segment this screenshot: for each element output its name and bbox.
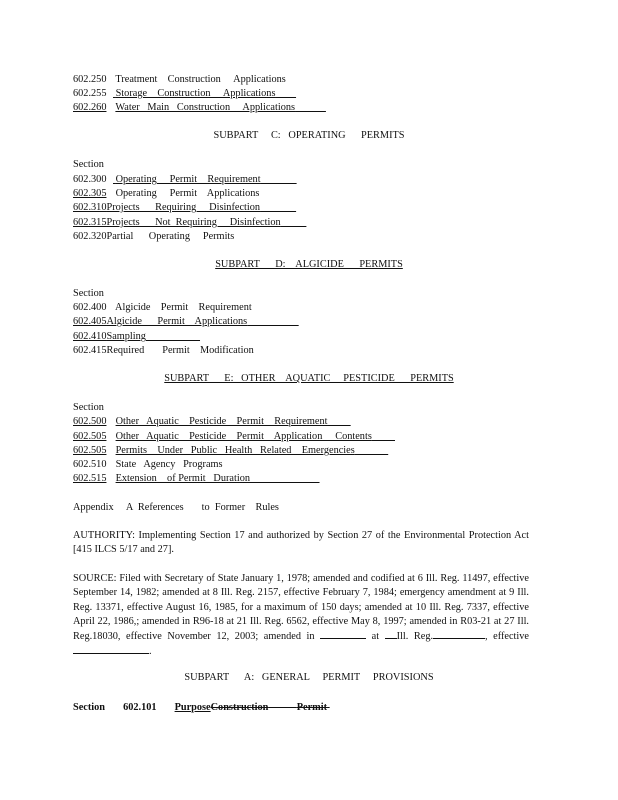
section-label: Section	[73, 288, 104, 299]
toc-line-602-315: 602.315Projects Not Requiring Disinfection	[73, 217, 281, 228]
toc-line-602-500: 602.500 Other Aquatic Pesticide Permit Requirement	[73, 416, 328, 427]
section-602-101-heading: Section 602.101 PurposeConstruction Permit	[73, 702, 328, 713]
toc-line-602-250: 602.250 Treatment Construction Applications	[73, 74, 286, 85]
blank-field	[73, 644, 149, 654]
toc-line-602-510: 602.510 State Agency Programs	[73, 459, 223, 470]
toc-line-602-505b: 602.505 Permits Under Public Health Related Emergencies	[73, 445, 355, 456]
section-label: Section	[73, 402, 104, 413]
subpart-a-heading: SUBPART A: GENERAL PERMIT PROVISIONS	[184, 672, 434, 683]
source-paragraph: SOURCE: Filed with Secretary of State January 1, 1978; amended and codified at 6 Ill. Reg. 11497, effective September 14, 1982; amended at 8 Ill. Reg. 2157, effective February 7, 1984; emergency amendment at 9 Ill. Reg. 13371, effective August 16, 1985, for a maximum of 150 days; amended at 10 Ill. Reg. 7337, effective April 22, 1986,; amended in R96-18 at 21 Ill. Reg. 6562, effective May 8, 1997; amended in R03-21 at 27 Ill. Reg.18030, effective November 12, 2003; amended in at Ill. Reg. , effective .	[73, 573, 529, 658]
toc-line-602-410: 602.410Sampling	[73, 331, 146, 342]
toc-line-602-505a: 602.505 Other Aquatic Pesticide Permit Application Contents	[73, 431, 372, 442]
blank-field	[433, 629, 485, 639]
toc-line-602-300: 602.300 Operating Permit Requirement	[73, 174, 261, 185]
toc-line-602-260: 602.260 Water Main Construction Applications	[73, 102, 296, 113]
subpart-c-heading: SUBPART C: OPERATING PERMITS	[213, 130, 405, 141]
subpart-d-heading: SUBPART D: ALGICIDE PERMITS	[215, 259, 403, 270]
toc-line-602-415: 602.415Required Permit Modification	[73, 345, 254, 356]
blank-field	[320, 629, 366, 639]
toc-line-602-320: 602.320Partial Operating Permits	[73, 231, 235, 242]
toc-line-602-310: 602.310Projects Requiring Disinfection	[73, 202, 261, 213]
toc-line-602-305: 602.305 Operating Permit Applications	[73, 188, 260, 199]
appendix-line: Appendix A References to Former Rules	[73, 502, 279, 513]
subpart-e-heading: SUBPART E: OTHER AQUATIC PESTICIDE PERMITS	[164, 373, 454, 384]
blank-field	[385, 629, 397, 639]
toc-line-602-515: 602.515 Extension of Permit Duration	[73, 473, 250, 484]
toc-line-602-255: 602.255 Storage Construction Applications	[73, 88, 276, 99]
toc-line-602-405: 602.405Algicide Permit Applications	[73, 316, 248, 327]
toc-line-602-400: 602.400 Algicide Permit Requirement	[73, 302, 252, 313]
authority-paragraph: AUTHORITY: Implementing Section 17 and authorized by Section 27 of the Environmental Protection Act [415 ILCS 5/17 and 27].	[73, 530, 529, 556]
section-label: Section	[73, 159, 104, 170]
